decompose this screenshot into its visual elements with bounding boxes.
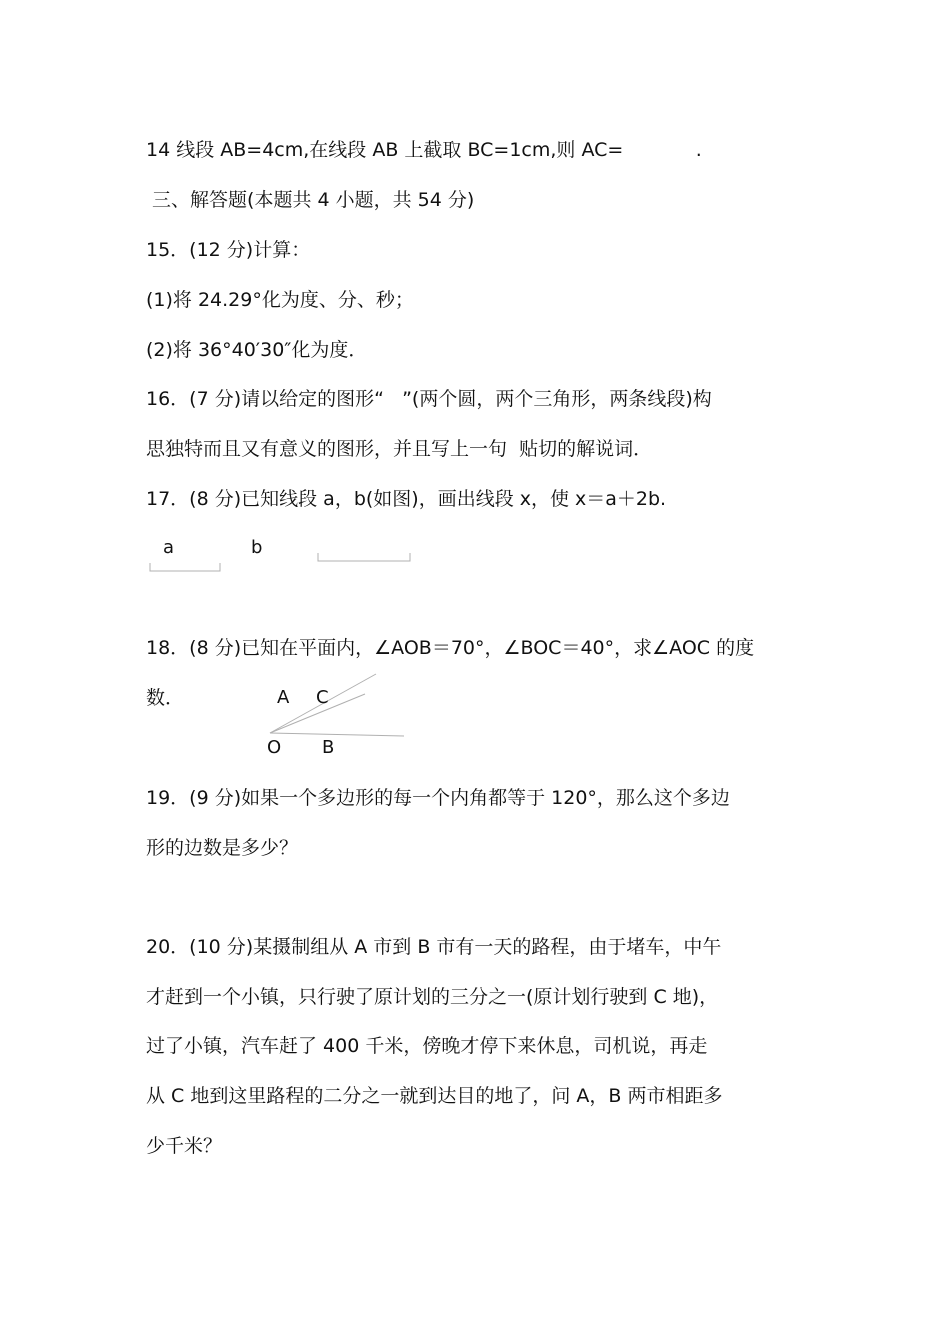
question-20-line-4: 从 C 地到这里路程的二分之一就到达目的地了，问 A，B 两市相距多	[146, 1085, 723, 1107]
segment-b-label: b	[251, 537, 263, 558]
segment-a-label: a	[163, 537, 175, 558]
question-20-line-5: 少千米？	[146, 1135, 223, 1157]
point-O-label: O	[267, 737, 282, 758]
question-20-line-2: 才赶到一个小镇，只行驶了原计划的三分之一(原计划行驶到 C 地)，	[146, 986, 719, 1008]
question-14: 14 线段 AB=4cm,在线段 AB 上截取 BC=1cm,则 AC= .	[146, 139, 702, 161]
question-20-line-1: 20．(10 分)某摄制组从 A 市到 B 市有一天的路程，由于堵车，中午	[146, 936, 722, 958]
question-19-line-1: 19．(9 分)如果一个多边形的每一个内角都等于 120°，那么这个多边	[146, 787, 730, 809]
question-17: 17．(8 分)已知线段 a，b(如图)，画出线段 x，使 x＝a＋2b.	[146, 488, 667, 510]
point-C-label: C	[316, 687, 329, 708]
section-heading: 三、解答题(本题共 4 小题，共 54 分)	[146, 189, 475, 211]
question-18-line-2: 数．	[146, 687, 185, 709]
question-20-line-3: 过了小镇，汽车赶了 400 千米，傍晚才停下来休息，司机说，再走	[146, 1035, 708, 1057]
question-15-part-1: (1)将 24.29°化为度、分、秒；	[146, 289, 414, 311]
question-15: 15．(12 分)计算：	[146, 239, 311, 261]
point-B-label: B	[322, 737, 335, 758]
question-18-line-1: 18．(8 分)已知在平面内，∠AOB＝70°，∠BOC＝40°，求∠AOC 的度	[146, 637, 755, 659]
question-16-line-2: 思独特而且又有意义的图形，并且写上一句 贴切的解说词．	[146, 438, 653, 460]
question-16-line-1: 16．(7 分)请以给定的图形“ ”(两个圆，两个三角形，两条线段)构	[146, 388, 712, 410]
point-A-label: A	[277, 687, 290, 708]
ray-OB	[270, 733, 404, 736]
question-19-line-2: 形的边数是多少？	[146, 837, 299, 859]
question-15-part-2: (2)将 36°40′30″化为度．	[146, 339, 368, 361]
